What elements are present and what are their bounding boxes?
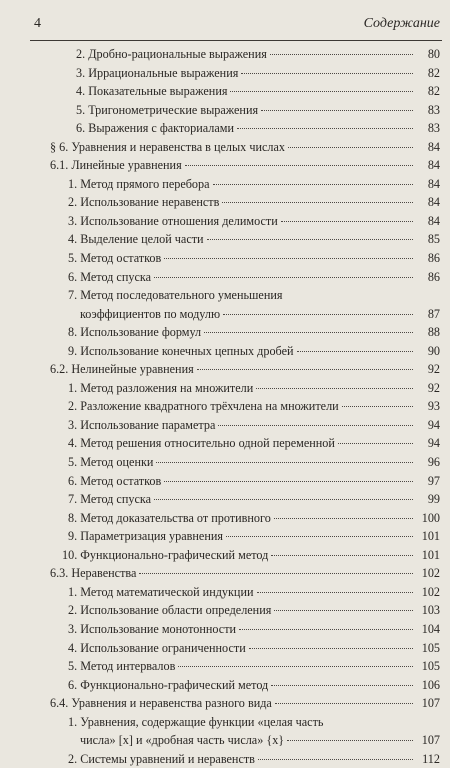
toc-entry-title: 6.4. Уравнения и неравенства разного вида (50, 696, 272, 711)
toc-entry-page: 90 (427, 343, 440, 358)
dot-leader (288, 146, 413, 148)
header-rule (30, 40, 442, 41)
toc-entry (0, 138, 450, 157)
toc-entry (0, 175, 450, 194)
table-of-contents (0, 45, 450, 768)
toc-entry-title: 1. Метод прямого перебора (68, 176, 210, 191)
toc-entry (0, 82, 450, 101)
dot-leader (274, 517, 413, 519)
toc-entry-title: 5. Метод оценки (68, 455, 154, 470)
dot-leader (223, 313, 413, 315)
toc-entry-title: 3. Использование монотонности (68, 621, 237, 636)
toc-entry (0, 546, 450, 565)
dot-leader (218, 424, 413, 426)
toc-entry-page: 80 (427, 47, 440, 61)
toc-entry-title: 8. Метод доказательства от противного (68, 510, 271, 525)
toc-entry (0, 268, 450, 287)
toc-entry-title: 6.2. Нелинейные уравнения (50, 362, 194, 377)
toc-entry-page: 84 (427, 195, 440, 210)
dot-leader (287, 739, 413, 741)
toc-entry-title: 5. Тригонометрические выражения (76, 102, 259, 117)
toc-entry-page: 103 (421, 603, 440, 618)
toc-entry-page: 101 (421, 529, 440, 544)
dot-leader (271, 554, 413, 556)
toc-entry-title: 4. Использование ограниченности (68, 640, 246, 655)
toc-entry-page: 104 (421, 621, 440, 636)
dot-leader (164, 257, 413, 259)
toc-entry-page: 107 (421, 696, 440, 711)
toc-entry (0, 397, 450, 416)
toc-entry (0, 193, 450, 212)
toc-entry-page: 85 (427, 232, 440, 247)
toc-entry (0, 657, 450, 676)
toc-entry (0, 750, 450, 768)
toc-entry (0, 490, 450, 509)
toc-entry-title: 2. Использование неравенств (68, 195, 220, 210)
toc-entry-page: 92 (427, 362, 440, 377)
toc-entry (0, 620, 450, 639)
toc-entry (0, 64, 450, 83)
toc-entry (0, 676, 450, 695)
toc-entry (0, 694, 450, 713)
toc-entry-page: 82 (427, 65, 440, 80)
toc-entry-title: 1. Метод разложения на множители (68, 380, 254, 395)
toc-entry-title: 6.3. Неравенства (50, 566, 137, 581)
dot-leader (154, 276, 413, 278)
toc-entry-page: 102 (421, 566, 440, 581)
toc-entry-page: 86 (427, 269, 440, 284)
toc-entry-page: 112 (422, 751, 440, 766)
toc-entry-title: 6. Функционально-графический метод (68, 677, 269, 692)
dot-leader (207, 238, 413, 240)
toc-entry (0, 527, 450, 546)
toc-entry-page: 88 (427, 325, 440, 340)
toc-entry-title: 10. Функционально-графический метод (62, 547, 269, 562)
toc-entry-page: 84 (427, 213, 440, 228)
toc-entry-page: 97 (427, 473, 440, 488)
toc-entry (0, 286, 450, 305)
toc-entry-title: 5. Метод интервалов (68, 659, 176, 674)
toc-entry-title: 7. Метод спуска (68, 492, 152, 507)
toc-entry (0, 119, 450, 138)
toc-entry (0, 101, 450, 120)
toc-entry (0, 639, 450, 658)
dot-leader (249, 647, 413, 649)
dot-leader (239, 628, 413, 630)
toc-entry-title: 2. Дробно-рациональные выражения (76, 47, 267, 61)
toc-entry-title: § 6. Уравнения и неравенства в целых числах (50, 139, 285, 154)
dot-leader (338, 442, 413, 444)
toc-entry (0, 416, 450, 435)
toc-entry (0, 509, 450, 528)
dot-leader (258, 758, 413, 760)
dot-leader (274, 609, 413, 611)
dot-leader (241, 72, 413, 74)
dot-leader (257, 591, 413, 593)
toc-entry-page: 83 (427, 121, 440, 136)
page-number: 4 (34, 16, 41, 31)
dot-leader (256, 387, 413, 389)
dot-leader (261, 109, 413, 111)
toc-entry-page: 105 (421, 659, 440, 674)
toc-entry (0, 453, 450, 472)
toc-entry-page: 107 (421, 733, 440, 748)
toc-entry (0, 360, 450, 379)
toc-entry-title: 4. Показательные выражения (76, 84, 228, 99)
toc-entry-title: 6. Метод спуска (68, 269, 152, 284)
toc-entry-page: 84 (427, 176, 440, 191)
toc-entry (0, 472, 450, 491)
toc-entry-page: 105 (421, 640, 440, 655)
dot-leader (230, 90, 413, 92)
dot-leader (197, 368, 413, 370)
toc-entry-page: 96 (427, 455, 440, 470)
toc-entry-title: 9. Использование конечных цепных дробей (68, 343, 294, 358)
toc-entry-title: 9. Параметризация уравнения (68, 529, 223, 544)
toc-entry-title: 1. Метод математической индукции (68, 584, 254, 599)
toc-entry-page: 106 (421, 677, 440, 692)
toc-entry (0, 249, 450, 268)
toc-entry-title: 2. Системы уравнений и неравенств (68, 751, 255, 766)
toc-entry-page: 92 (427, 380, 440, 395)
toc-entry-page: 102 (421, 584, 440, 599)
toc-entry (0, 564, 450, 583)
toc-entry (0, 342, 450, 361)
toc-entry-page: 87 (427, 306, 440, 321)
toc-entry-page: 101 (421, 547, 440, 562)
running-header (34, 16, 440, 36)
toc-entry (0, 434, 450, 453)
toc-entry-title: 6.1. Линейные уравнения (50, 158, 182, 173)
toc-entry-page: 100 (421, 510, 440, 525)
dot-leader (185, 164, 413, 166)
toc-entry-title: числа» [x] и «дробная часть числа» {x} (80, 733, 285, 748)
toc-entry (0, 731, 450, 750)
toc-entry (0, 713, 450, 732)
toc-entry-title: 2. Использование области определения (68, 603, 272, 618)
toc-entry-page: 86 (427, 251, 440, 266)
toc-entry-page: 99 (427, 492, 440, 507)
toc-entry-page: 93 (427, 399, 440, 414)
dot-leader (156, 461, 413, 463)
toc-entry (0, 379, 450, 398)
dot-leader (342, 405, 413, 407)
dot-leader (154, 498, 413, 500)
toc-entry-title: 3. Использование отношения делимости (68, 213, 278, 228)
toc-entry-page: 84 (427, 158, 440, 173)
dot-leader (271, 684, 413, 686)
toc-entry-title: 4. Метод решения относительно одной переменной (68, 436, 335, 451)
dot-leader (237, 127, 413, 129)
toc-entry (0, 323, 450, 342)
toc-entry-title: 3. Использование параметра (68, 417, 216, 432)
dot-leader (297, 350, 413, 352)
toc-entry-title: 4. Выделение целой части (68, 232, 204, 247)
toc-entry (0, 305, 450, 324)
toc-entry-title: 6. Метод остатков (68, 473, 162, 488)
dot-leader (213, 183, 413, 185)
dot-leader (281, 220, 413, 222)
toc-entry-title: 8. Использование формул (68, 325, 202, 340)
toc-entry-title: 2. Разложение квадратного трёхчлена на множители (68, 399, 339, 414)
toc-entry (0, 212, 450, 231)
toc-entry-title: 7. Метод последовательного уменьшения (68, 288, 283, 303)
dot-leader (204, 331, 413, 333)
toc-entry-page: 83 (427, 102, 440, 117)
dot-leader (164, 480, 413, 482)
toc-entry-title: 1. Уравнения, содержащие функции «целая часть (68, 714, 324, 729)
dot-leader (139, 572, 413, 574)
toc-entry-title: 3. Иррациональные выражения (76, 65, 239, 80)
toc-entry-page: 82 (427, 84, 440, 99)
dot-leader (275, 702, 413, 704)
toc-entry-page: 84 (427, 139, 440, 154)
toc-entry (0, 156, 450, 175)
toc-entry-title: 5. Метод остатков (68, 251, 162, 266)
toc-entry (0, 230, 450, 249)
header-title: Содержание (363, 16, 440, 31)
toc-entry (0, 583, 450, 602)
dot-leader (222, 201, 413, 203)
dot-leader (226, 535, 413, 537)
toc-entry-title: коэффициентов по модулю (80, 306, 221, 321)
toc-entry-title: 6. Выражения с факториалами (76, 121, 235, 136)
toc-entry-page: 94 (427, 436, 440, 451)
dot-leader (270, 53, 413, 55)
toc-entry-page: 94 (427, 417, 440, 432)
toc-entry (0, 601, 450, 620)
toc-entry (0, 45, 450, 64)
dot-leader (178, 665, 413, 667)
